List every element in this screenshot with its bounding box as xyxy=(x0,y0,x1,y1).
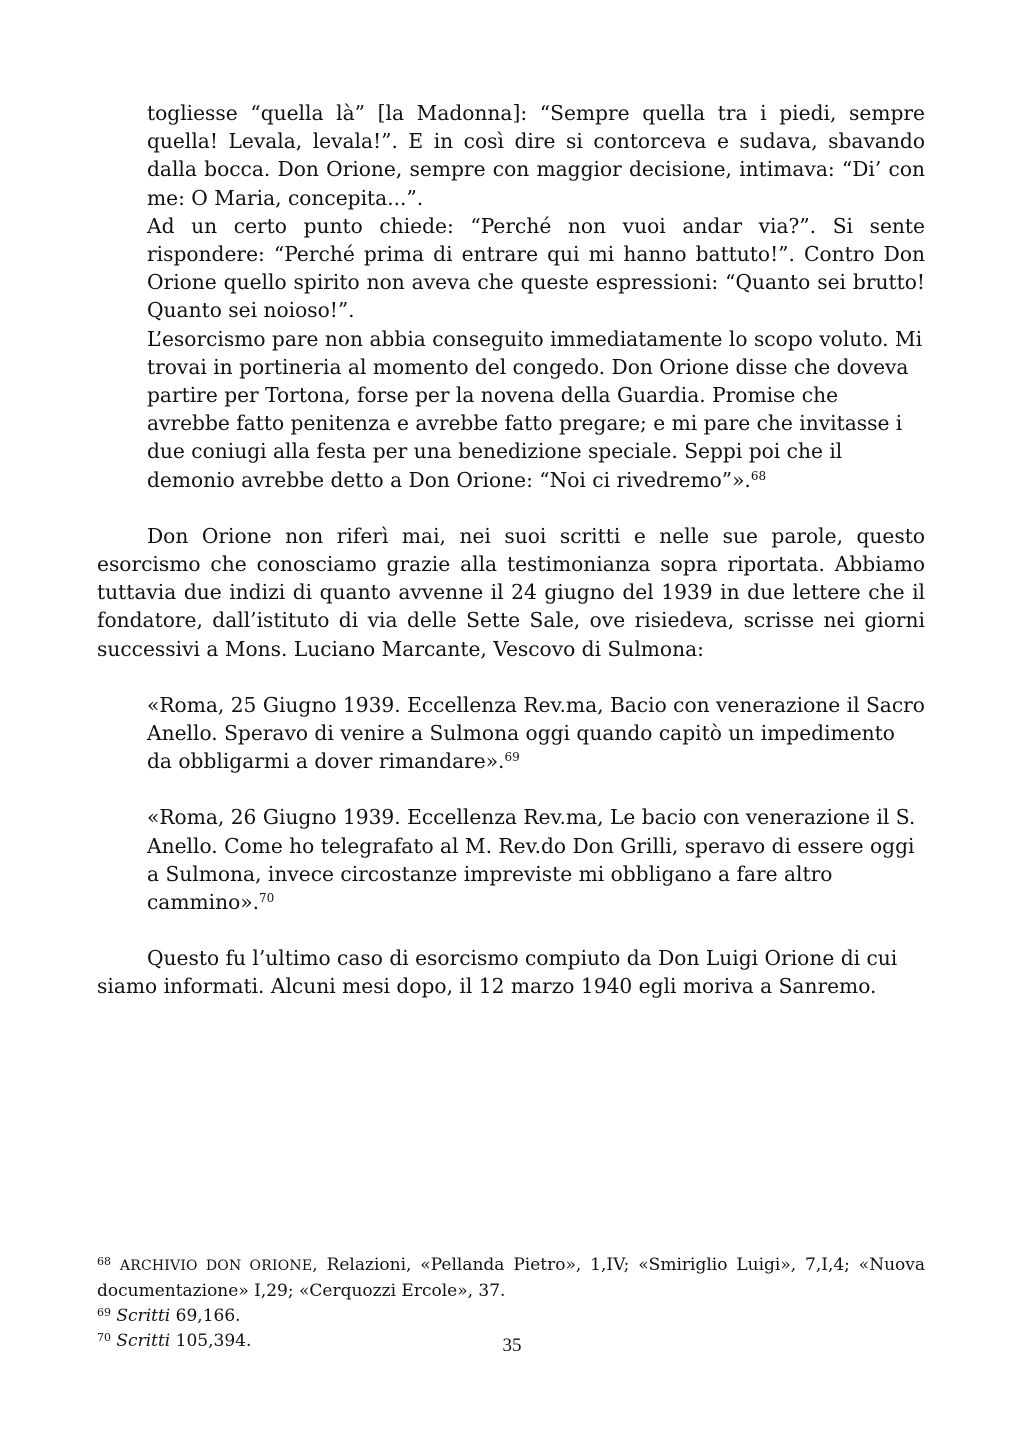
footnote-text: 69,166. xyxy=(170,1306,241,1326)
letter-quote-2 xyxy=(97,803,925,916)
footnote-text: 105,394. xyxy=(170,1331,252,1351)
testimony-quote xyxy=(97,99,925,494)
footnote-number: 70 xyxy=(97,1331,111,1344)
letter-text: «Roma, 26 Giugno 1939. Eccellenza Rev.ma, Le bacio con venerazione il S. Anello. Come ho telegrafato al M. Rev.do Don Grilli, speravo di essere oggi a Sulmona, invece circostanze impreviste mi obbligano a fare altro cammino». xyxy=(147,805,916,915)
quote-paragraph-text: L’esorcismo pare non abbia conseguito immediatamente lo scopo voluto. Mi trovai in portineria al momento del congedo. Don Orione disse che doveva partire per Tortona, forse per la novena della Guardia. Promise che avrebbe fatto penitenza e avrebbe fatto pregare; e mi pare che invitasse i due coniugi alla festa per una benedizione speciale. Seppi poi che il demonio avrebbe detto a Don Orione: “Noi ci rivedremo”». xyxy=(147,326,923,492)
body-paragraph: Questo fu l’ultimo caso di esorcismo compiuto da Don Luigi Orione di cui siamo informati. Alcuni mesi dopo, il 12 marzo 1940 egli moriva a Sanremo. xyxy=(97,946,898,999)
footnote-68 xyxy=(97,1253,925,1304)
letter-quote-1 xyxy=(97,691,925,776)
page-number: 35 xyxy=(502,1335,522,1356)
footnote-ref-69[interactable]: 69 xyxy=(504,750,520,765)
letter-paragraph xyxy=(97,691,925,776)
footnote-text: , Relazioni, «Pellanda Pietro», 1,IV; «Smiriglio Luigi», 7,I,4; «Nuova documentazione» I,29; «Cerquozzi Ercole», 37. xyxy=(97,1255,925,1301)
quote-paragraph xyxy=(97,325,925,494)
letter-paragraph xyxy=(97,803,925,916)
work-title: Scritti xyxy=(116,1306,171,1326)
footnote-69 xyxy=(97,1304,925,1329)
body-section-1 xyxy=(97,522,925,663)
body-paragraph: Don Orione non riferì mai, nei suoi scritti e nelle sue parole, questo esorcismo che conosciamo grazie alla testimonianza sopra riportata. Abbiamo tuttavia due indizi di quanto avvenne il 24 giugno del 1939 in due lettere che il fondatore, dall’istituto di via delle Sette Sale, ove risiedeva, scrisse nei giorni successivi a Mons. Luciano Marcante, Vescovo di Sulmona: xyxy=(97,523,925,661)
letter-text: «Roma, 25 Giugno 1939. Eccellenza Rev.ma, Bacio con venerazione il Sacro Anello. Speravo di venire a Sulmona oggi quando capitò un impedimento da obbligarmi a dover rimandare». xyxy=(147,692,925,774)
footnote-ref-70[interactable]: 70 xyxy=(259,891,275,906)
quote-paragraph: Ad un certo punto chiede: “Perché non vuoi andar via?”. Si sente rispondere: “Perché prima di entrare qui mi hanno battuto!”. Contro Don Orione quello spirito non aveva che queste espressioni: “Quanto sei brutto! Quanto sei noioso!”. xyxy=(147,213,925,323)
footnote-ref-68[interactable]: 68 xyxy=(750,468,767,483)
main-text xyxy=(97,99,925,1001)
body-section-2 xyxy=(97,944,925,1000)
quote-paragraph: togliesse “quella là” [la Madonna]: “Sempre quella tra i piedi, sempre quella! Levala, levala!”. E in così dire si contorceva e sudava, sbavando dalla bocca. Don Orione, sempre con maggior decisione, intimava: “Di’ con me: O Maria, concepita...”. xyxy=(147,101,925,210)
footnote-number: 68 xyxy=(97,1255,111,1268)
footnote-number: 69 xyxy=(97,1306,111,1319)
work-title: Scritti xyxy=(116,1331,171,1351)
archive-name: ARCHIVIO DON ORIONE xyxy=(119,1258,313,1274)
